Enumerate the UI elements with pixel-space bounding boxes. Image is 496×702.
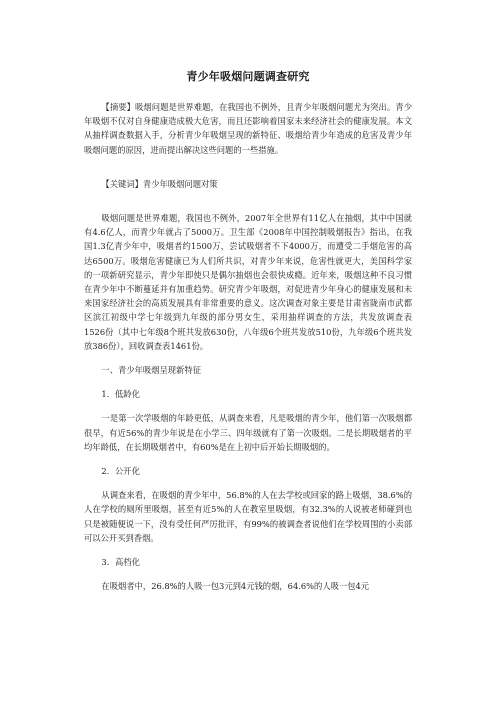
subheading-high-end: 3．高档化	[101, 557, 140, 568]
subheading-public: 2．公开化	[101, 466, 140, 477]
subheading-low-age: 1．低龄化	[101, 389, 140, 400]
section-heading-1: 一、青少年吸烟呈现新特征	[101, 365, 201, 376]
abstract-paragraph: 【摘要】吸烟问题是世界难题，在我国也不例外，且青少年吸烟问题尤为突出。青少年吸烟不仅对自身健康造成极大危害，而且还影响着国家未来经济社会的健康发展。本文从抽样调查数据入手，分析青少年吸烟呈现的新特征、吸烟给青少年造成的危害及青少年吸烟问题的原因，进而提出解决这些问题的一些措施。	[84, 102, 412, 155]
keywords-line: 【关键词】青少年吸烟问题对策	[101, 178, 218, 189]
document-title: 青少年吸烟问题调查研究	[186, 70, 310, 83]
intro-paragraph: 吸烟问题是世界难题，我国也不例外，2007年全世界有11亿人在抽烟，其中中国就有4.6亿人，而青少年就占了5000万。卫生部《2008年中国控制吸烟报告》指出，在我国1.3亿青少年中，吸烟者约1500万，尝试吸烟者不下4000万，而遭受二手烟危害的高达6500万。吸烟危害健康已为人们所共识，对青少年来说，危害性就更大，美国科学家的一项新研究显示，青少年即使只是偶尔抽烟也会很快成瘾。近年来，吸烟这种不良习惯在青少年中不断蔓延并有加重趋势。研究青少年吸烟，对促进青少年身心的健康发展和未来国家经济社会的高质发展具有非常重要的意义。这次调查对象主要是甘肃省陇南市武都区滨江初级中学七年级到九年级的部分男女生，采用抽样调查的方法，共发放调查表1526份（其中七年级8个班共发放630份，八年级6个班共发放510份，九年级6个班共发放386份），回收调查表1461份。	[84, 213, 412, 351]
paragraph-public: 从调查来看，在吸烟的青少年中，56.8%的人在去学校或回家的路上吸烟，38.6%的人在学校的厕所里吸烟，甚至有近5%的人在教室里吸烟，有32.3%的人说被老师碰到也只是被随便说一下，没有受任何严厉批评，有99%的被调查者说他们在学校周围的小卖部可以公开买到香烟。	[84, 490, 412, 543]
paragraph-high-end: 在吸烟者中，26.8%的人吸一包3元到4元钱的烟，64.6%的人吸一包4元	[101, 581, 370, 592]
paragraph-low-age: 一是第一次学吸烟的年龄更低，从调查来看，凡是吸烟的青少年，他们第一次吸烟都很早，有近56%的青少年说是在小学三、四年级就有了第一次吸烟。二是长期吸烟者的平均年龄低，在长期吸烟者中，有60%是在上初中后开始长期吸烟的。	[84, 413, 412, 452]
